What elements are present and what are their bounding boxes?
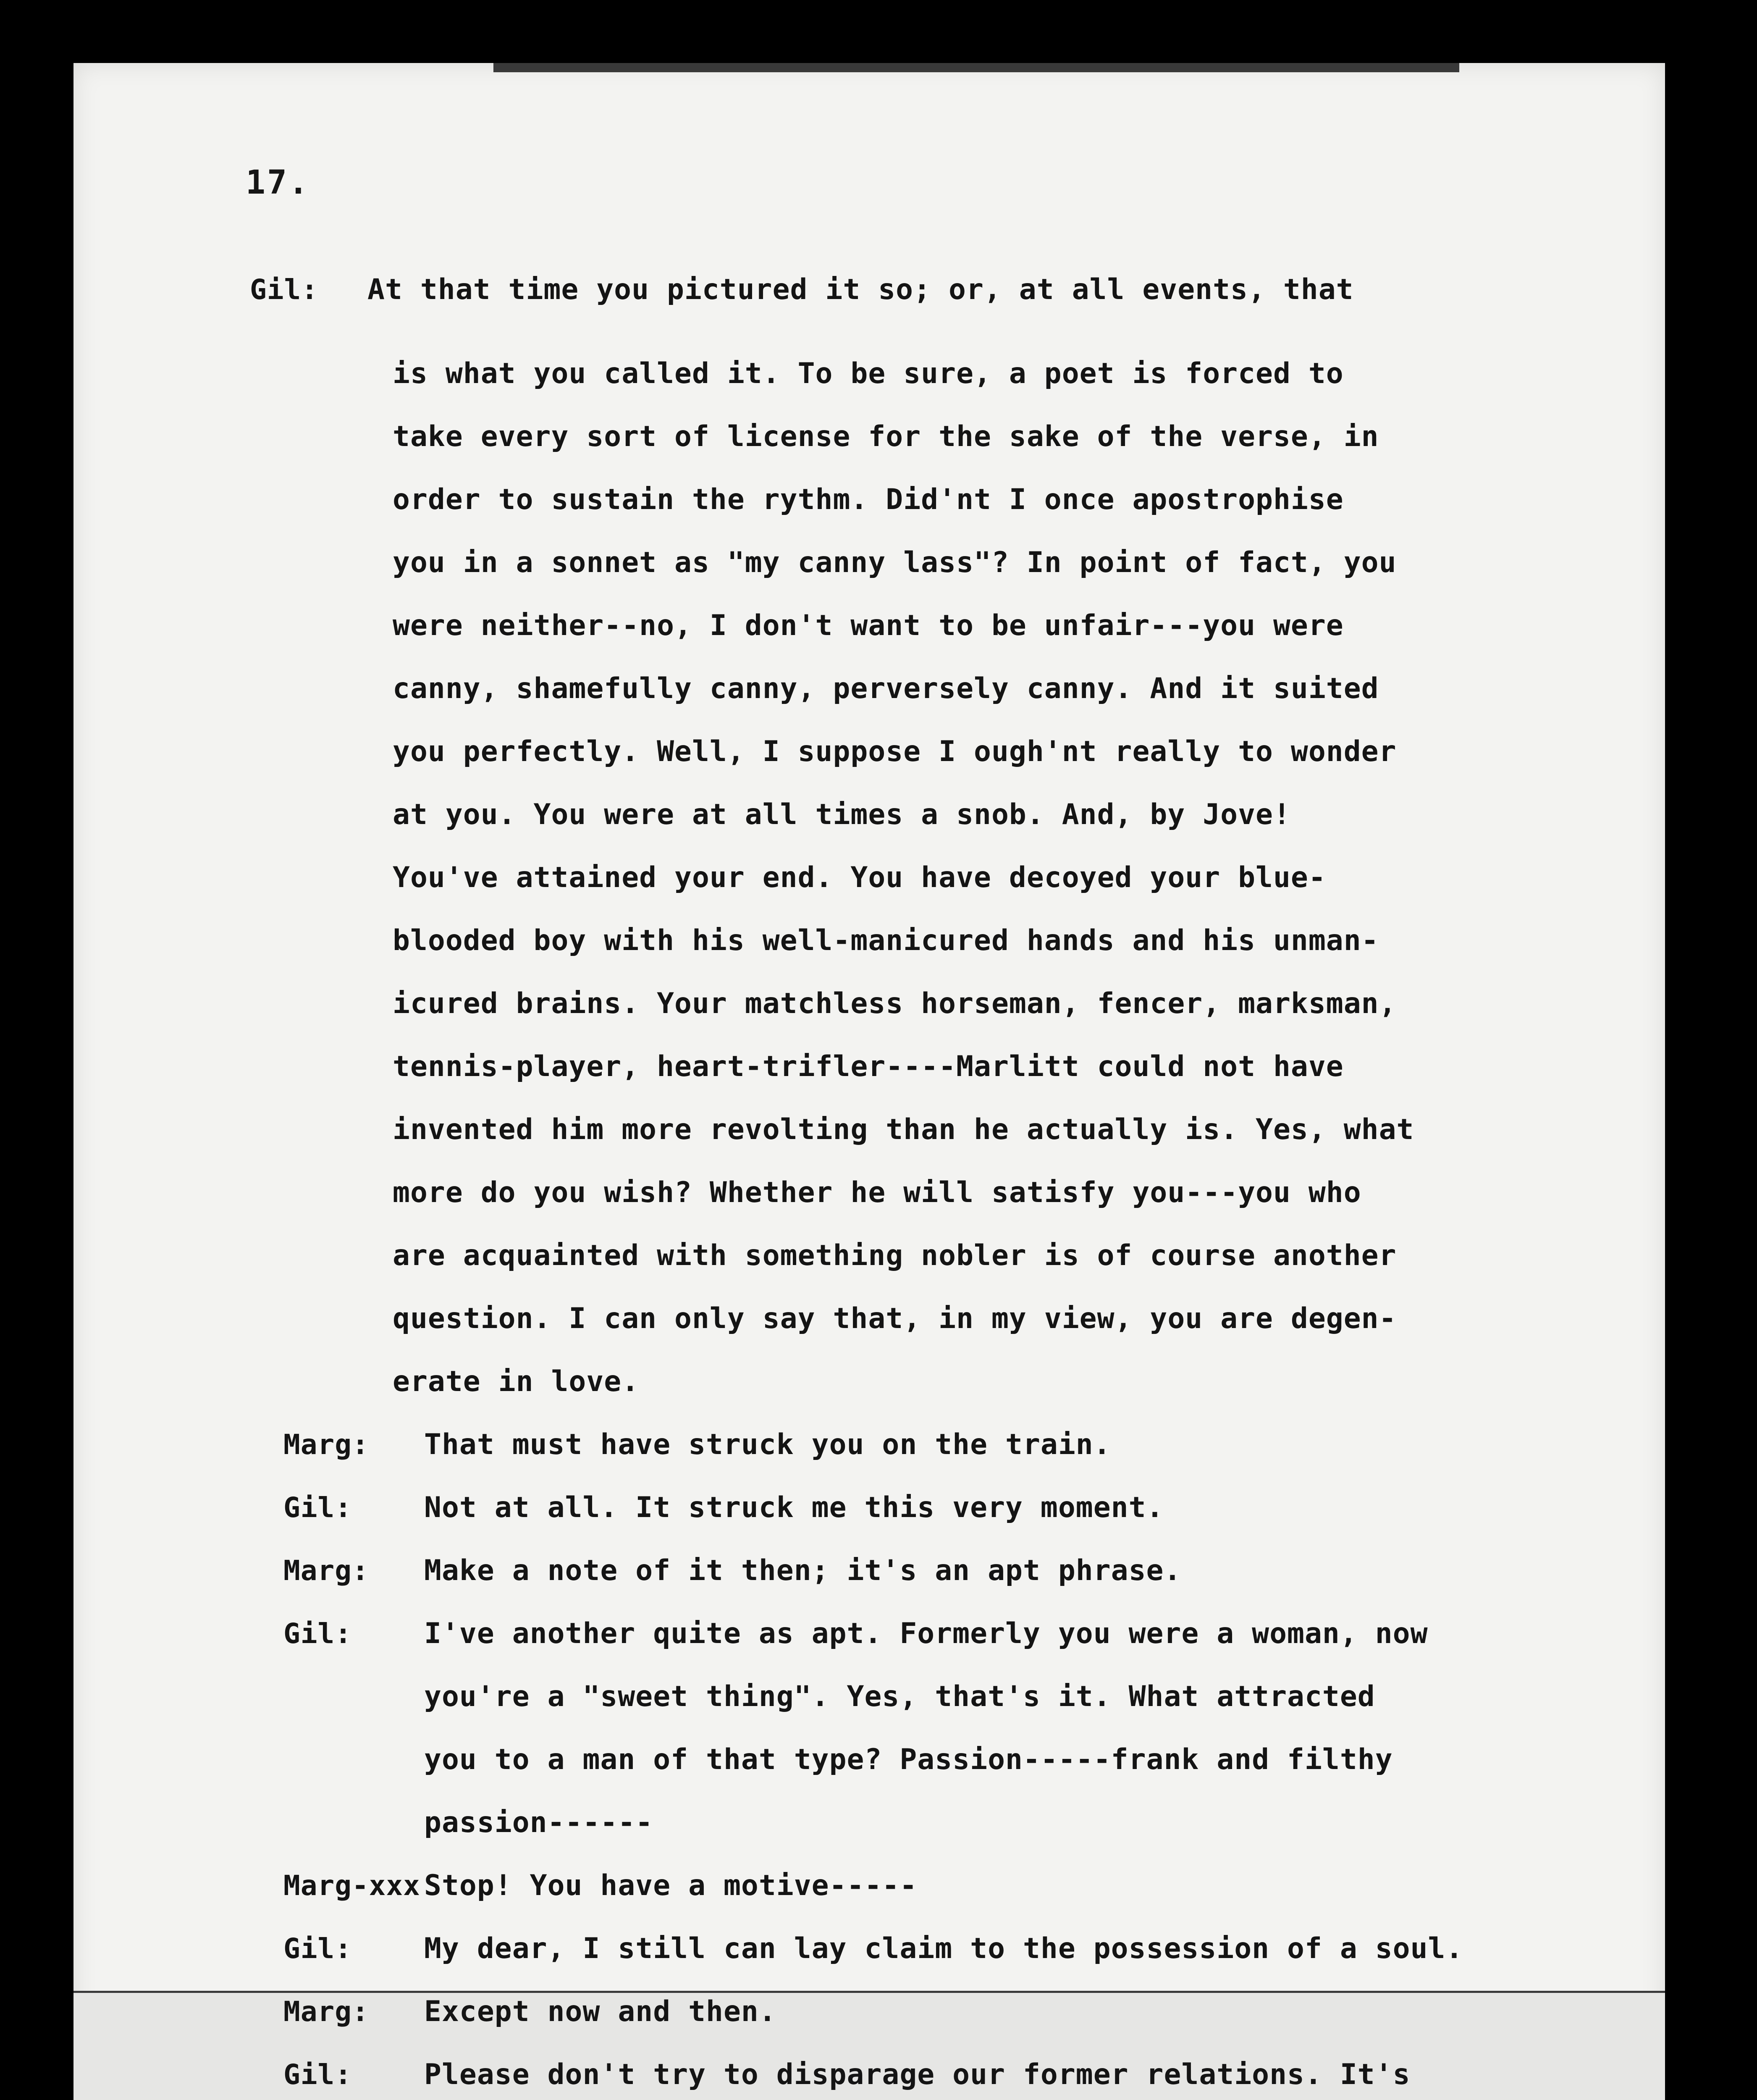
speaker-label: Gil:	[250, 273, 318, 306]
line-text: Stop! You have a motive-----	[424, 1869, 918, 1902]
speaker-label: Gil:	[283, 1491, 352, 1524]
line-text: Not at all. It struck me this very moment.	[424, 1491, 1164, 1524]
dialogue-text	[73, 63, 1665, 2100]
line-text: order to sustain the rythm. Did'nt I once apostrophise	[393, 483, 1344, 516]
line-text: erate in love.	[393, 1365, 640, 1398]
line-text: question. I can only say that, in my view, you are degen-	[393, 1302, 1397, 1335]
speaker-label: Gil:	[283, 1932, 352, 1965]
line-text: are acquainted with something nobler is of course another	[393, 1239, 1397, 1272]
line-text: At that time you pictured it so; or, at all events, that	[367, 273, 1354, 306]
line-text: is what you called it. To be sure, a poet is forced to	[393, 357, 1344, 390]
line-text: tennis-player, heart-trifler----Marlitt could not have	[393, 1050, 1344, 1083]
line-text: canny, shamefully canny, perversely canny. And it suited	[393, 672, 1379, 705]
speaker-label: Marg:	[283, 1995, 369, 2028]
page-number: 17.	[246, 164, 310, 202]
line-text: blooded boy with his well-manicured hands and his unman-	[393, 924, 1379, 957]
line-text: You've attained your end. You have decoyed your blue-	[393, 861, 1326, 894]
line-text: I've another quite as apt. Formerly you were a woman, now	[424, 1617, 1428, 1650]
line-text: you're a "sweet thing". Yes, that's it. What attracted	[424, 1680, 1375, 1713]
speaker-label: Marg-xxx	[283, 1869, 420, 1902]
line-text: passion------	[424, 1806, 653, 1839]
line-text: icured brains. Your matchless horseman, fencer, marksman,	[393, 987, 1397, 1020]
line-text: take every sort of license for the sake of the verse, in	[393, 420, 1379, 453]
line-text: Except now and then.	[424, 1995, 776, 2028]
speaker-label: Gil:	[283, 1617, 352, 1650]
typed-page	[73, 63, 1665, 2100]
line-text: invented him more revolting than he actually is. Yes, what	[393, 1113, 1414, 1146]
line-text: more do you wish? Whether he will satisfy you---you who	[393, 1176, 1361, 1209]
speaker-label: Marg:	[283, 1554, 369, 1587]
line-text: you in a sonnet as "my canny lass"? In point of fact, you	[393, 546, 1397, 579]
line-text: My dear, I still can lay claim to the possession of a soul.	[424, 1932, 1463, 1965]
speaker-label: Marg:	[283, 1428, 369, 1461]
line-text: Please don't try to disparage our former relations. It's	[424, 2058, 1411, 2091]
speaker-label: Gil:	[283, 2058, 352, 2091]
line-text: Make a note of it then; it's an apt phrase.	[424, 1554, 1182, 1587]
line-text: you perfectly. Well, I suppose I ough'nt really to wonder	[393, 735, 1397, 768]
line-text: That must have struck you on the train.	[424, 1428, 1111, 1461]
line-text: were neither--no, I don't want to be unfair---you were	[393, 609, 1344, 642]
line-text: at you. You were at all times a snob. And, by Jove!	[393, 798, 1291, 831]
line-text: you to a man of that type? Passion-----frank and filthy	[424, 1743, 1393, 1776]
